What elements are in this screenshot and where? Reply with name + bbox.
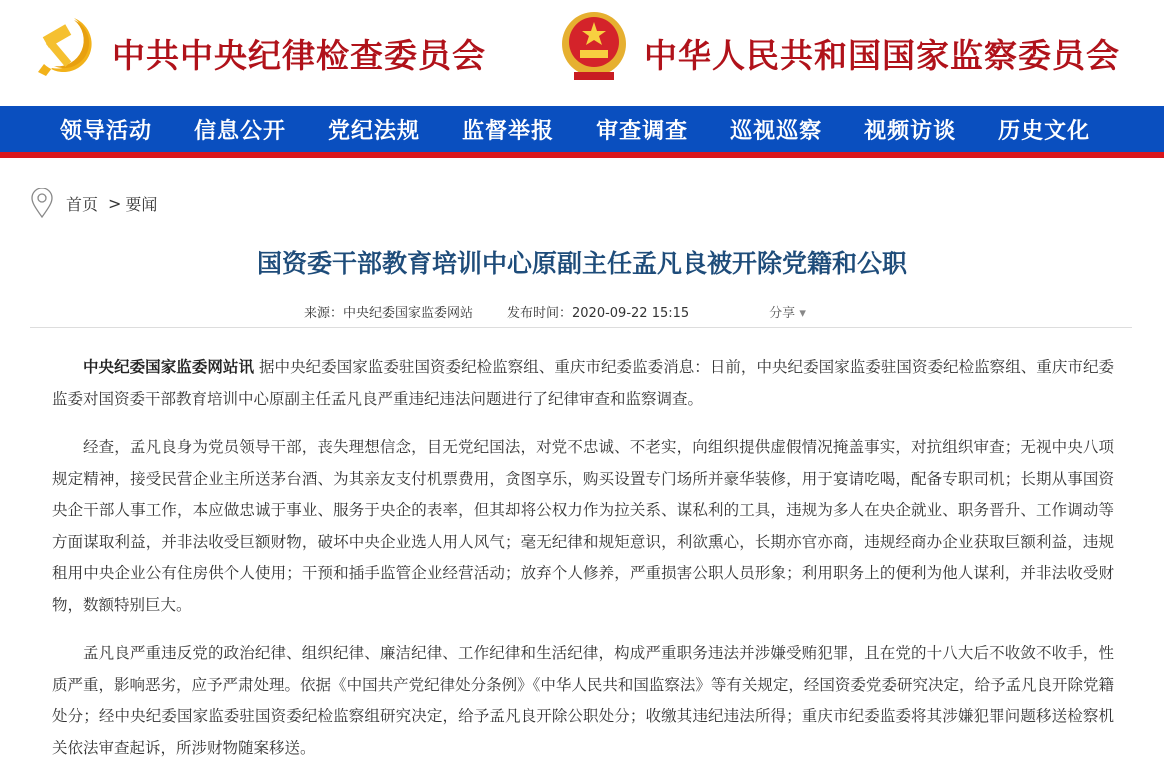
breadcrumb-current[interactable]: 要闻 (125, 194, 158, 214)
main-nav (0, 106, 1164, 158)
nsc-title: 中华人民共和国国家监察委员会 (644, 36, 1120, 75)
breadcrumb-home[interactable]: 首页 (66, 194, 99, 214)
nav-item[interactable]: 党纪法规 (328, 117, 421, 144)
site-header (0, 0, 1164, 106)
article-title: 国资委干部教育培训中心原副主任孟凡良被开除党籍和公职 (256, 249, 907, 278)
divider (30, 327, 1132, 328)
nav-item[interactable]: 领导活动 (60, 117, 153, 144)
party-emblem-icon (34, 12, 104, 82)
article-time: 发布时间：2020-09-22 15:15 (507, 306, 690, 321)
paragraph: 孟凡良严重违反党的政治纪律、组织纪律、廉洁纪律、工作纪律和生活纪律，构成严重职务违法并涉嫌受贿犯罪，且在党的十八大后不收敛不收手，性质严重，影响恶劣，应予严肃处理。依据《中国共产党纪律处分条例》《中华人民共和国监察法》等有关规定，经国资委党委研究决定，给予孟凡良开除党籍处分；经中央纪委国家监委驻国资委纪检监察组研究决定，给予孟凡良开除公职处分；收缴其违纪违法所得；重庆市纪委监委将其涉嫌犯罪问题移送检察机关依法审查起诉，所涉财物随案移送。 (52, 644, 1114, 757)
national-emblem-icon (560, 10, 628, 82)
ccdi-title: 中共中央纪律检查委员会 (112, 36, 486, 75)
nav-item[interactable]: 审查调查 (596, 117, 689, 144)
location-pin-icon (30, 188, 54, 218)
nav-item[interactable]: 信息公开 (194, 117, 287, 144)
nav-item[interactable]: 巡视巡察 (730, 117, 823, 144)
share-dropdown[interactable]: 分享 ▾ (769, 302, 806, 321)
breadcrumb-separator: > (108, 193, 122, 213)
breadcrumb (30, 188, 157, 218)
article-meta (304, 302, 806, 321)
paragraph: 中央纪委国家监委网站讯 据中央纪委国家监委驻国资委纪检监察组、重庆市纪委监委消息：日前，中央纪委国家监委驻国资委纪检监察组、重庆市纪委监委对国资委干部教育培训中心原副主任孟凡良严重违纪违法问题进行了纪律审查和监察调查。 (52, 358, 1114, 408)
article-source: 来源：中央纪委国家监委网站 (304, 306, 474, 321)
nav-item[interactable]: 监督举报 (462, 117, 555, 144)
nav-item[interactable]: 历史文化 (998, 117, 1091, 144)
paragraph: 经查，孟凡良身为党员领导干部，丧失理想信念，目无党纪国法，对党不忠诚、不老实，向组织提供虚假情况掩盖事实，对抗组织审查；无视中央八项规定精神，接受民营企业主所送茅台酒、为其亲友支付机票费用，贪图享乐，购买设置专门场所并豪华装修，用于宴请吃喝，配备专职司机；长期从事国资央企干部人事工作，本应做忠诚于事业、服务于央企的表率，但其却将公权力作为拉关系、谋私利的工具，违规为多人在央企就业、职务晋升、工作调动等方面谋取利益，并非法收受巨额财物，破坏中央企业选人用人风气；毫无纪律和规矩意识，利欲熏心，长期亦官亦商，违规经商办企业获取巨额利益，违规租用中央企业公有住房供个人使用；干预和插手监管企业经营活动；放弃个人修养，严重损害公职人员形象；利用职务上的便利为他人谋利，并非法收受财物，数额特别巨大。 (52, 438, 1114, 614)
article-body (52, 352, 1114, 781)
lead-source: 中央纪委国家监委网站讯 (83, 358, 255, 376)
nav-item[interactable]: 视频访谈 (864, 117, 957, 144)
